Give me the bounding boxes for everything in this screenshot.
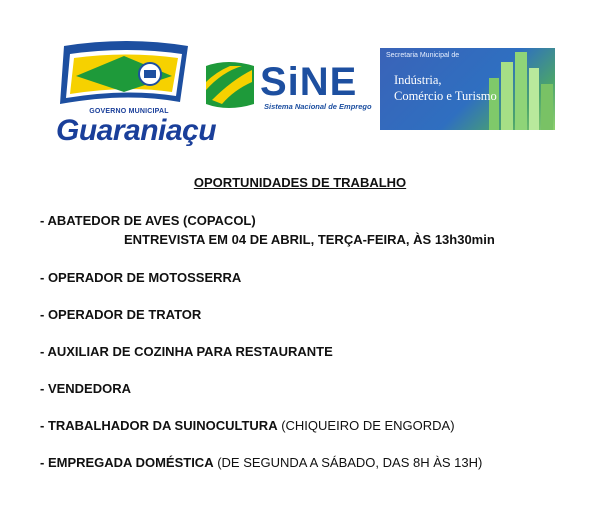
secretaria-title <box>394 72 504 104</box>
job-item <box>40 270 241 285</box>
job-label: - OPERADOR DE TRATOR <box>40 307 202 322</box>
secretaria-small-text: Secretaria Municipal de <box>386 52 460 59</box>
sine-emblem-icon <box>202 60 258 110</box>
sine-word: SiNE <box>260 60 358 104</box>
page-title: OPORTUNIDADES DE TRABALHO <box>193 175 407 190</box>
job-item <box>40 213 256 228</box>
job-item <box>40 307 201 322</box>
job-detail: (DE SEGUNDA A SÁBADO, DAS 8H ÀS 13H) <box>213 455 483 470</box>
job-item <box>40 344 333 359</box>
job-detail: (CHIQUEIRO DE ENGORDA) <box>277 418 455 433</box>
guaraniacu-logo <box>56 40 217 150</box>
sine-subtitle: Sistema Nacional de Emprego <box>264 102 372 111</box>
job-label: - OPERADOR DE MOTOSSERRA <box>40 270 242 285</box>
job-label: - VENDEDORA <box>40 381 132 396</box>
job-label: - TRABALHADOR DA SUINOCULTURA <box>40 418 278 433</box>
job-label: - ABATEDOR DE AVES (COPACOL) <box>40 213 256 228</box>
header-logos <box>0 0 600 150</box>
sine-logo <box>202 60 372 116</box>
secretaria-banner <box>380 48 555 130</box>
job-label: - AUXILIAR DE COZINHA PARA RESTAURANTE <box>40 344 333 359</box>
secretaria-line-2: Comércio e Turismo <box>394 89 497 103</box>
secretaria-line-1: Indústria, <box>394 73 442 87</box>
job-item <box>40 455 482 470</box>
job-item <box>40 418 455 433</box>
interview-note: ENTREVISTA EM 04 DE ABRIL, TERÇA-FEIRA, ÀS 13h30min <box>124 232 495 247</box>
guaraniacu-small-text: GOVERNO MUNICIPAL <box>89 108 169 115</box>
job-label: - EMPREGADA DOMÉSTICA <box>40 455 214 470</box>
guaraniacu-name: Guaraniaçu <box>56 114 217 147</box>
job-item <box>40 381 131 396</box>
